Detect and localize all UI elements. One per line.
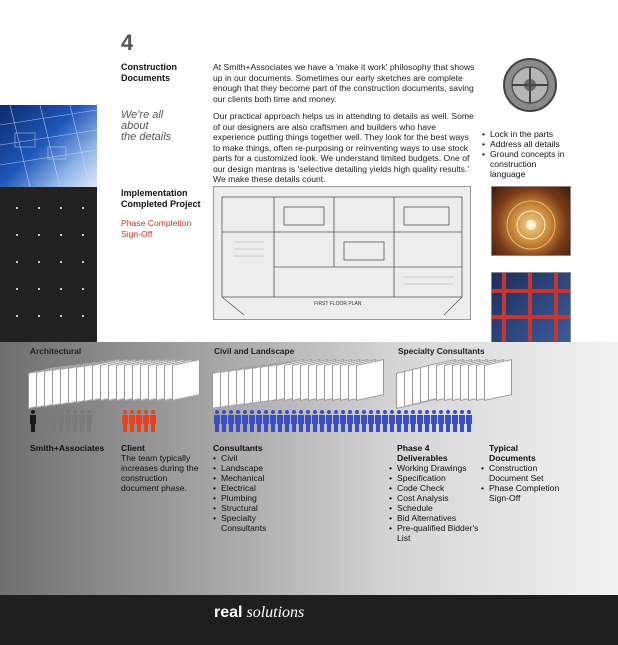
deliverable-item: • Specification xyxy=(389,473,484,483)
person-icon xyxy=(382,410,388,432)
deliverable-item: • Working Drawings xyxy=(389,463,484,473)
person-icon xyxy=(403,410,409,432)
person-icon xyxy=(242,410,248,432)
person-icon xyxy=(129,410,135,432)
consultant-item: • Specialty Consultants xyxy=(213,513,303,533)
person-icon xyxy=(361,410,367,432)
consultants-column xyxy=(213,443,303,533)
person-icon xyxy=(438,410,444,432)
person-icon xyxy=(150,410,156,432)
person-icon xyxy=(214,410,220,432)
deliverable-item: • Bid Alternatives xyxy=(389,513,484,523)
intro-paragraph: At Smith+Associates we have a 'make it work' philosophy that shows up in our documents. Sometimes our early sketches are complete enough that they become part of the construction documents, saving our clients both time and money. xyxy=(213,62,475,104)
client-description: The team typically increases during the construction document phase. xyxy=(121,453,199,493)
person-icon xyxy=(263,410,269,432)
person-icon xyxy=(396,410,402,432)
person-icon xyxy=(424,410,430,432)
dome-ceiling-image xyxy=(491,186,571,256)
person-icon xyxy=(37,410,43,432)
consultants-heading: Consultants xyxy=(213,443,263,453)
person-icon xyxy=(347,410,353,432)
consultant-item: • Plumbing xyxy=(213,493,303,503)
person-icon xyxy=(340,410,346,432)
side-bullet: • Address all details xyxy=(482,139,572,149)
civil-document-stack xyxy=(212,362,392,412)
person-icon xyxy=(452,410,458,432)
details-paragraph: Our practical approach helps us in attending to details as well. Some of our designers are also craftsmen and builders who have experience putting things together well. They look for the best ways to make things, often re-purposing or reinventing ways to use stock parts for a customized look. We understand limited budgets. One of our design mantras is 'selective detailing yields high quality results.' We make these details count. xyxy=(213,111,474,184)
typical-documents-heading: Typical Documents xyxy=(489,443,536,463)
person-icon xyxy=(256,410,262,432)
person-icon xyxy=(305,410,311,432)
side-bullet-list xyxy=(482,129,572,179)
consultant-item: • Civil xyxy=(213,453,303,463)
side-bullet: • Ground concepts in construction language xyxy=(482,149,572,179)
person-icon xyxy=(44,410,50,432)
architectural-document-stack xyxy=(28,362,208,412)
typical-document-item: • Construction Document Set xyxy=(481,463,571,483)
doc-set-specialty-label: Specialty Consultants xyxy=(398,346,485,356)
deliverables-heading: Phase 4 Deliverables xyxy=(397,443,448,463)
section-number: 4 xyxy=(121,30,134,55)
implementation-label: Implementation Completed Project xyxy=(121,188,201,209)
person-icon xyxy=(389,410,395,432)
phase-completion-label: Phase Completion Sign-Off xyxy=(121,218,192,239)
person-icon xyxy=(312,410,318,432)
person-icon xyxy=(221,410,227,432)
consultant-item: • Mechanical xyxy=(213,473,303,483)
plan-label: FIRST FLOOR PLAN xyxy=(314,301,362,307)
person-icon xyxy=(445,410,451,432)
person-icon xyxy=(354,410,360,432)
person-icon xyxy=(319,410,325,432)
person-icon xyxy=(122,410,128,432)
person-icon xyxy=(228,410,234,432)
smith-associates-heading: Smith+Associates xyxy=(30,443,105,453)
person-icon xyxy=(79,410,85,432)
person-icon xyxy=(333,410,339,432)
deliverable-item: • Pre-qualified Bidder's List xyxy=(389,523,484,543)
deliverable-item: • Cost Analysis xyxy=(389,493,484,503)
person-icon xyxy=(143,410,149,432)
typical-document-item: • Phase Completion Sign-Off xyxy=(481,483,571,503)
person-icon xyxy=(86,410,92,432)
person-icon xyxy=(466,410,472,432)
deliverable-item: • Code Check xyxy=(389,483,484,493)
client-column xyxy=(121,443,201,493)
construction-documents-label: Construction Documents xyxy=(121,62,177,83)
specialty-document-stack xyxy=(396,362,516,412)
floor-plan-drawing xyxy=(213,186,471,320)
doc-set-civil-label: Civil and Landscape xyxy=(214,346,295,356)
side-bullet: • Lock in the parts xyxy=(482,129,572,139)
person-icon xyxy=(72,410,78,432)
person-icon xyxy=(459,410,465,432)
footer-tagline: real solutions xyxy=(214,604,305,621)
tagline: We're all about the details xyxy=(121,109,172,143)
vault-door-image xyxy=(491,56,569,114)
person-icon xyxy=(270,410,276,432)
person-icon xyxy=(368,410,374,432)
person-icon xyxy=(298,410,304,432)
person-icon xyxy=(30,410,36,432)
dotted-panel xyxy=(0,187,97,342)
person-icon xyxy=(284,410,290,432)
person-icon xyxy=(431,410,437,432)
consultant-item: • Electrical xyxy=(213,483,303,493)
doc-set-architectural-label: Architectural xyxy=(30,346,82,356)
team-figures xyxy=(30,410,450,434)
deliverable-item: • Schedule xyxy=(389,503,484,513)
consultant-item: • Structural xyxy=(213,503,303,513)
person-icon xyxy=(291,410,297,432)
footer-bar xyxy=(0,595,618,645)
person-icon xyxy=(249,410,255,432)
consultant-item: • Landscape xyxy=(213,463,303,473)
person-icon xyxy=(235,410,241,432)
person-icon xyxy=(375,410,381,432)
person-icon xyxy=(51,410,57,432)
deliverables-column xyxy=(389,443,484,543)
person-icon xyxy=(58,410,64,432)
client-heading: Client xyxy=(121,443,145,453)
typical-documents-column xyxy=(481,443,571,503)
person-icon xyxy=(65,410,71,432)
steel-frame-image xyxy=(491,272,571,344)
person-icon xyxy=(136,410,142,432)
person-icon xyxy=(326,410,332,432)
person-icon xyxy=(410,410,416,432)
person-icon xyxy=(277,410,283,432)
person-icon xyxy=(417,410,423,432)
blueprint-image xyxy=(0,105,97,187)
